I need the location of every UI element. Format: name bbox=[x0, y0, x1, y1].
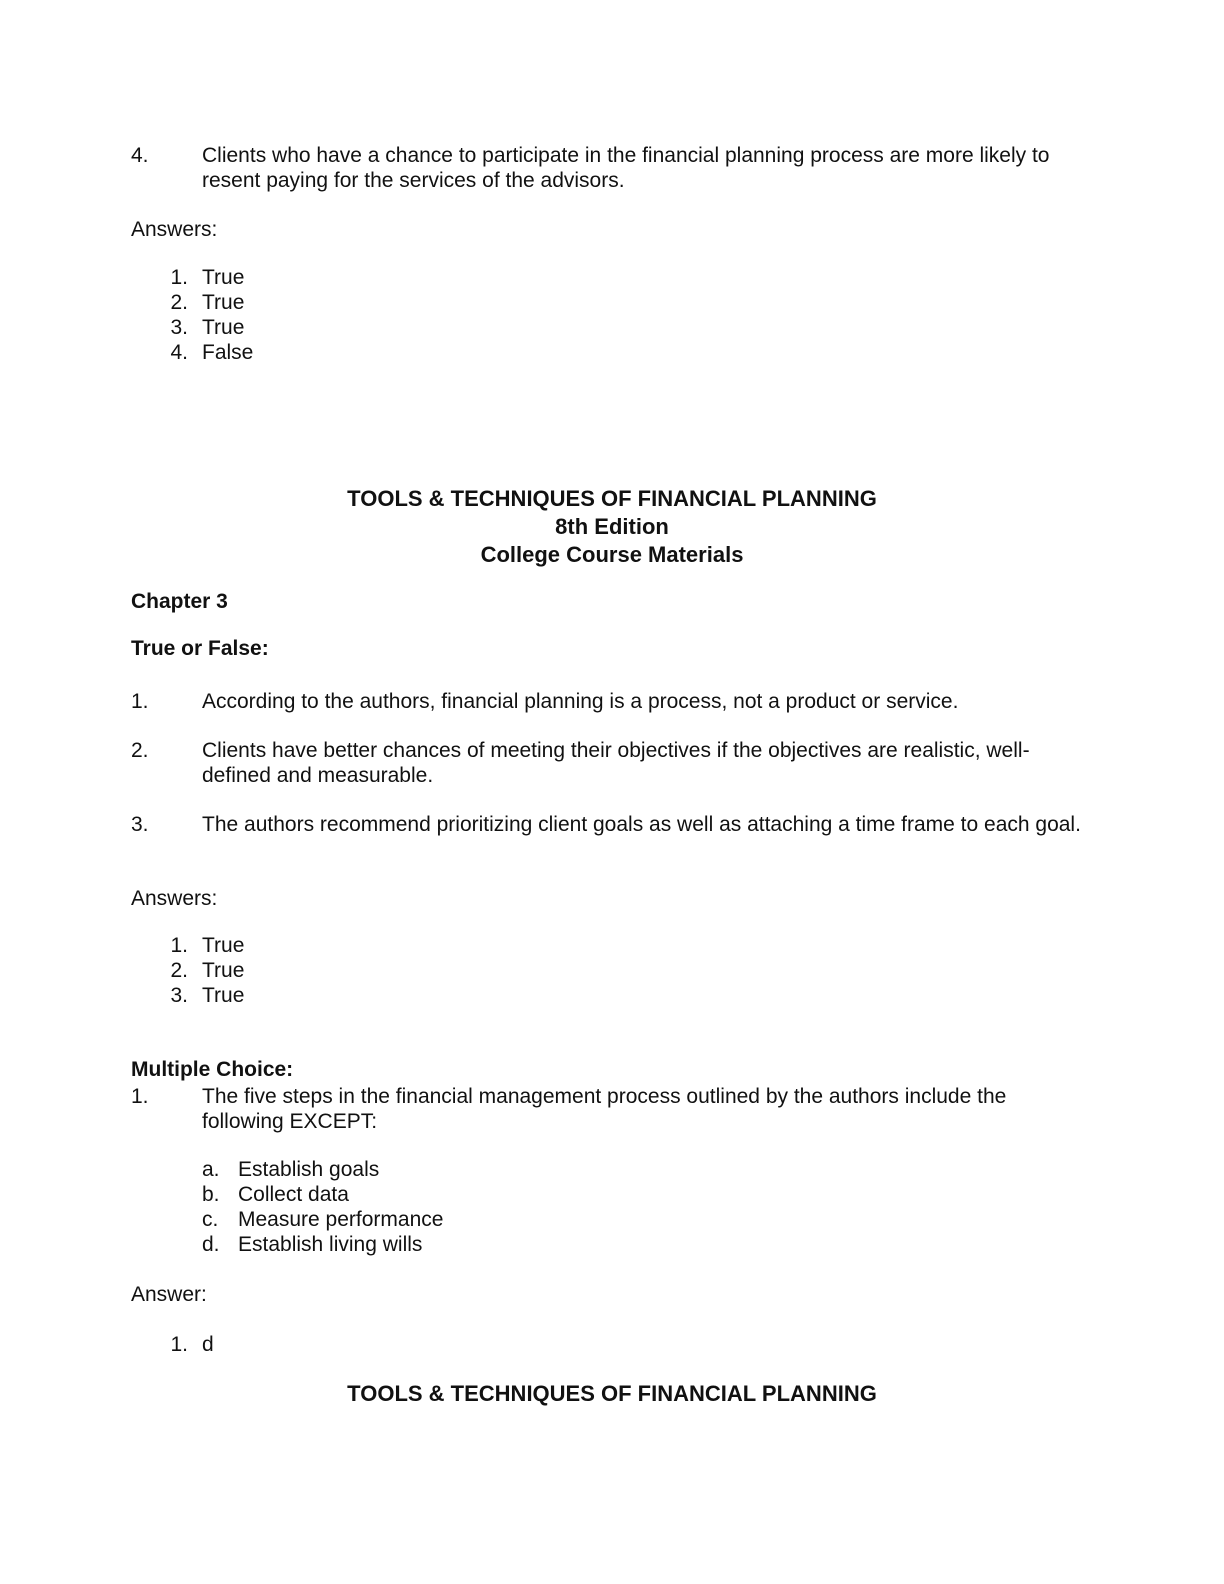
multiple-choice-heading: Multiple Choice: bbox=[131, 1058, 294, 1081]
chapter-heading: Chapter 3 bbox=[131, 590, 228, 613]
question-number: 1. bbox=[131, 690, 149, 713]
option-letter: d. bbox=[202, 1233, 220, 1256]
answer-number: 1. bbox=[170, 266, 188, 289]
answers-label: Answers: bbox=[131, 887, 218, 910]
option-text: Collect data bbox=[238, 1183, 349, 1206]
answer-number: 4. bbox=[170, 341, 188, 364]
question-number: 4. bbox=[131, 144, 149, 167]
question-text: According to the authors, financial planning is a process, not a product or service. bbox=[202, 690, 959, 713]
answer-value: True bbox=[202, 959, 245, 982]
answer-value: True bbox=[202, 984, 245, 1007]
edition-label: 8th Edition bbox=[555, 514, 669, 539]
option-letter: a. bbox=[202, 1158, 220, 1181]
question-text: Clients who have a chance to participate in the financial planning process are more likely to resent paying for the services of the advisors. bbox=[202, 144, 1050, 192]
option-text: Establish living wills bbox=[238, 1233, 423, 1256]
answer-value: True bbox=[202, 266, 245, 289]
document-subtitle: College Course Materials bbox=[480, 542, 744, 567]
answer-number: 1. bbox=[170, 1333, 188, 1356]
answer-value: d bbox=[202, 1333, 214, 1356]
question-text: The authors recommend prioritizing client goals as well as attaching a time frame to each goal. bbox=[202, 813, 1081, 836]
answer-number: 2. bbox=[170, 959, 188, 982]
answer-value: True bbox=[202, 934, 245, 957]
answer-number: 1. bbox=[170, 934, 188, 957]
question-number: 1. bbox=[131, 1085, 149, 1108]
document-title: TOOLS & TECHNIQUES OF FINANCIAL PLANNING bbox=[347, 486, 877, 511]
answer-number: 3. bbox=[170, 984, 188, 1007]
option-letter: c. bbox=[202, 1208, 219, 1231]
answer-value: True bbox=[202, 316, 245, 339]
option-text: Measure performance bbox=[238, 1208, 444, 1231]
answer-number: 2. bbox=[170, 291, 188, 314]
answers-label: Answers: bbox=[131, 218, 218, 241]
answer-number: 3. bbox=[170, 316, 188, 339]
question-number: 3. bbox=[131, 813, 149, 836]
option-text: Establish goals bbox=[238, 1158, 380, 1181]
option-letter: b. bbox=[202, 1183, 220, 1206]
question-text: The five steps in the financial management process outlined by the authors include the following EXCEPT: bbox=[202, 1085, 1007, 1133]
question-text: Clients have better chances of meeting their objectives if the objectives are realistic, well-defined and measurable. bbox=[202, 739, 1030, 787]
question-number: 2. bbox=[131, 739, 149, 762]
true-false-heading: True or False: bbox=[131, 637, 269, 660]
answer-value: True bbox=[202, 291, 245, 314]
answer-label: Answer: bbox=[131, 1283, 207, 1306]
next-section-title: TOOLS & TECHNIQUES OF FINANCIAL PLANNING bbox=[347, 1381, 877, 1406]
answer-value: False bbox=[202, 341, 254, 364]
